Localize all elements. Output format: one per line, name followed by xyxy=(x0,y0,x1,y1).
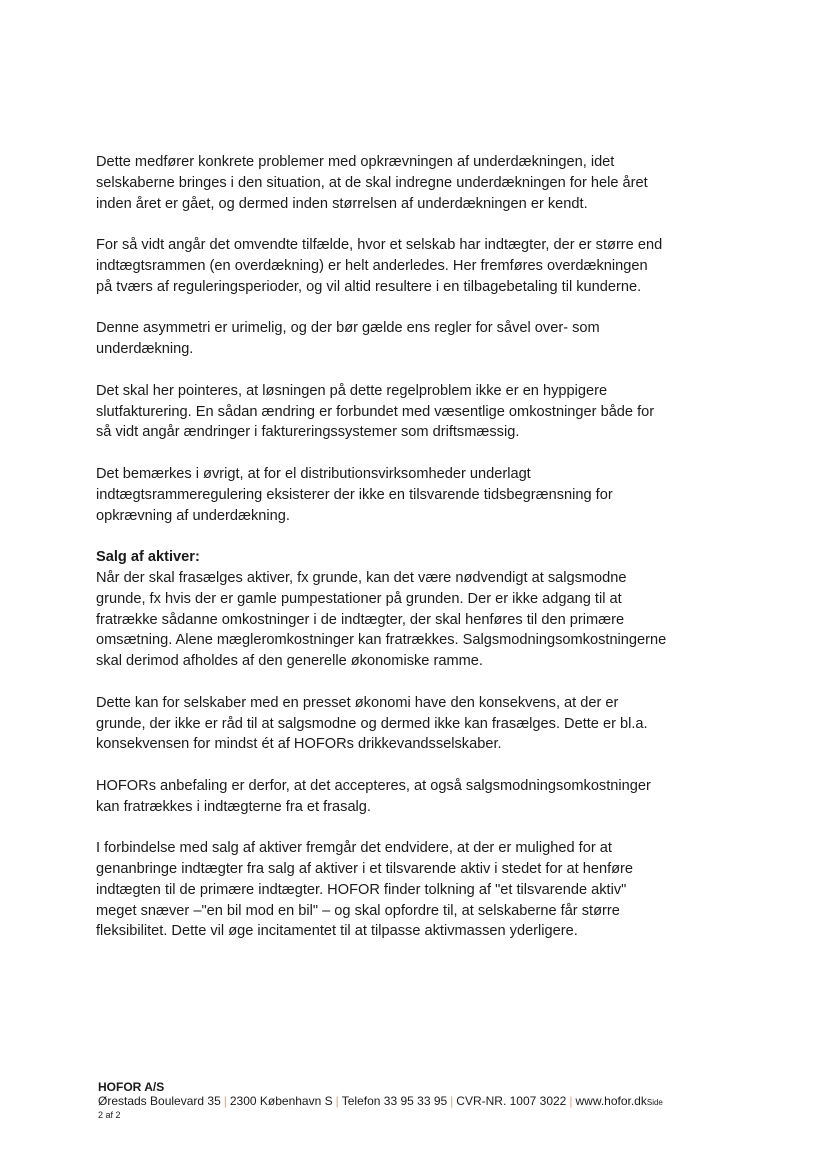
text-line: meget snæver –"en bil mod en bil" – og skal opfordre til, at selskaberne får større xyxy=(96,902,620,919)
text-line: Det skal her pointeres, at løsningen på dette regelproblem ikke er en hyppigere xyxy=(96,382,608,399)
paragraph xyxy=(96,235,721,297)
text-line: grunde, fx hvis der er gamle pumpestationer på grunden. Der er ikke adgang til at xyxy=(96,590,622,607)
paragraph xyxy=(96,464,721,526)
text-line: indtægtsrammen (en overdækning) er helt anderledes. Her fremføres overdækningen xyxy=(96,257,648,274)
footer-phone: Telefon 33 95 33 95 xyxy=(341,1094,448,1108)
text-line: fratrække sådanne omkostninger i de indtægter, der skal henføres til den primære xyxy=(96,611,625,628)
text-line: inden året er gået, og dermed inden størrelsen af underdækningen er kendt. xyxy=(96,195,588,212)
footer-side-label: Side xyxy=(646,1098,663,1107)
text-line: på tværs af reguleringsperioder, og vil altid resultere i en tilbagebetaling til kunderne. xyxy=(96,278,642,295)
paragraph xyxy=(96,568,721,672)
footer-company: HOFOR A/S xyxy=(98,1080,165,1094)
text-line: genanbringe indtægter fra salg af aktiver i et tilsvarende aktiv i stedet for at henføre xyxy=(96,861,634,878)
text-line: Det bemærkes i øvrigt, at for el distributionsvirksomheder underlagt xyxy=(96,465,531,482)
paragraph xyxy=(96,152,721,214)
text-line: grunde, der ikke er råd til at salgsmodne og dermed ikke kan frasælges. Dette er bl.a. xyxy=(96,715,648,732)
text-line: Når der skal frasælges aktiver, fx grunde, kan det være nødvendigt at salgsmodne xyxy=(96,569,627,586)
text-line: indtægtsrammeregulering eksisterer der ikke en tilsvarende tidsbegrænsning for xyxy=(96,486,613,503)
text-line: Dette kan for selskaber med en presset økonomi have den konsekvens, at der er xyxy=(96,694,619,711)
separator: | xyxy=(223,1094,227,1108)
text-line: kan fratrækkes i indtægterne fra et frasalg. xyxy=(96,798,371,815)
footer-cvr: CVR-NR. 1007 3022 xyxy=(456,1094,567,1108)
text-line: indtægten til de primære indtægter. HOFOR finder tolkning af "et tilsvarende aktiv" xyxy=(96,881,627,898)
text-line: selskaberne bringes i den situation, at de skal indregne underdækningen for hele året xyxy=(96,174,648,191)
separator: | xyxy=(335,1094,339,1108)
page-footer xyxy=(98,1080,738,1121)
text-line: opkrævning af underdækning. xyxy=(96,507,290,524)
footer-city: 2300 København S xyxy=(229,1094,333,1108)
text-line: Dette medfører konkrete problemer med opkrævningen af underdækningen, idet xyxy=(96,154,615,170)
text-line: I forbindelse med salg af aktiver fremgår det endvidere, at der er mulighed for at xyxy=(96,840,612,857)
text-line: skal derimod afholdes af den generelle økonomiske ramme. xyxy=(96,653,483,670)
text-line: Denne asymmetri er urimelig, og der bør gælde ens regler for såvel over- som xyxy=(96,320,600,337)
paragraph xyxy=(96,381,721,443)
footer-website: www.hofor.dk xyxy=(575,1094,647,1108)
section-heading: Salg af aktiver: xyxy=(96,549,200,566)
page-number: 2 af 2 xyxy=(98,1110,121,1120)
paragraph xyxy=(96,318,721,360)
separator: | xyxy=(450,1094,454,1108)
text-line: slutfakturering. En sådan ændring er forbundet med væsentlige omkostninger både for xyxy=(96,403,655,420)
footer-contact-line xyxy=(98,1094,738,1110)
paragraph xyxy=(96,693,721,755)
text-line: underdækning. xyxy=(96,341,194,358)
paragraph xyxy=(96,776,721,818)
text-line: omsætning. Alene mægleromkostninger kan fratrækkes. Salgsmodningsomkostningerne xyxy=(96,632,667,649)
text-line: HOFORs anbefaling er derfor, at det accepteres, at også salgsmodningsomkostninger xyxy=(96,777,651,794)
text-line: For så vidt angår det omvendte tilfælde, hvor et selskab har indtægter, der er større end xyxy=(96,237,663,254)
text-line: så vidt angår ændringer i faktureringssystemer som driftsmæssig. xyxy=(96,424,520,441)
document-body xyxy=(96,152,721,963)
text-line: fleksibilitet. Dette vil øge incitamentet til at tilpasse aktivmassen yderligere. xyxy=(96,923,578,940)
text-line: konsekvensen for mindst ét af HOFORs drikkevandsselskaber. xyxy=(96,736,502,753)
separator: | xyxy=(569,1094,573,1108)
footer-address: Ørestads Boulevard 35 xyxy=(98,1094,221,1108)
paragraph xyxy=(96,838,721,942)
